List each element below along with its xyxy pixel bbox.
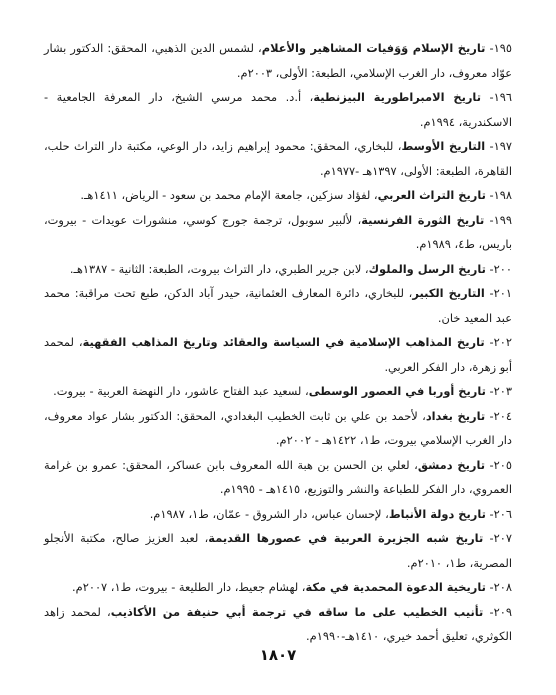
entry-separator: - xyxy=(485,457,494,472)
entry-details: ، لأحمد بن علي بن ثابت الخطيب البغدادي، المحقق: الدكتور بشار عواد معروف، دار الغرب الإسلامي بيروت، ط١، ١٤٢٢هـ - ٢٠٠٢م. xyxy=(44,408,512,447)
entry-title: التاريخ الكبير xyxy=(412,286,485,300)
entry-separator: - xyxy=(484,212,494,227)
entry-separator: - xyxy=(484,335,494,349)
entry-details: ، لشمس الدين الذهبي، المحقق: الدكتور بشار عوّاد معروف، دار الغرب الإسلامي، الطبعة: الأولى، ٢٠٠٣م. xyxy=(44,41,512,80)
entry-number: ١٩٧ xyxy=(493,139,513,153)
entry-title: تاريخ بغداد xyxy=(425,408,486,423)
entry-separator: - xyxy=(483,604,494,619)
entry-details: ، للبخاري، المحقق: محمود إبراهيم زايد، دار الوعي، مكتبة دار التراث حلب، القاهرة، الطبعة: الأولى، ١٣٩٧هـ -١٩٧٧م. xyxy=(44,139,512,178)
entry-separator: - xyxy=(485,408,494,423)
entry-details: ، لعبد العزيز صالح، مكتبة الأنجلو المصرية، ط١، ٢٠١٠م. xyxy=(44,531,512,570)
bibliography-entry xyxy=(44,575,512,600)
bibliography-entry xyxy=(44,526,512,575)
entry-title: تأنيب الخطيب على ما ساقه في ترجمة أبي حنيفة من الأكاذيب xyxy=(110,604,484,619)
entry-details: ، أ.د. محمد مرسي الشيخ، دار المعرفة الجامعية - الاسكندرية، ١٩٩٤م. xyxy=(44,90,512,129)
entry-title: تاريخ المذاهب الإسلامية في السياسة والعقائد وتاريخ المذاهب الفقهية xyxy=(82,335,485,349)
entry-number: ٢٠٨ xyxy=(493,580,512,594)
entry-number: ٢٠٤ xyxy=(493,408,512,423)
entry-details: ، لمحمد زاهد الكوثري، تعليق أحمد خيري، ١٤١٠هـ-١٩٩٠م. xyxy=(44,604,512,643)
entry-number: ١٩٨ xyxy=(493,188,512,202)
entry-details: ، لألبير سوبول، ترجمة جورج كوسي، منشورات عويدات - بيروت، باريس، ط٤، ١٩٨٩م. xyxy=(44,212,512,251)
entry-details: ، لمحمد أبو زهرة، دار الفكر العربي. xyxy=(44,335,512,374)
entry-title: تاريخ دولة الأنباط xyxy=(388,506,486,521)
entry-title: تاريخ التراث العربي xyxy=(377,188,486,202)
entry-details: ، لفؤاد سزكين، جامعة الإمام محمد بن سعود - الرياض، ١٤١١هـ. xyxy=(80,188,378,202)
entry-separator: - xyxy=(485,506,494,521)
entry-separator: - xyxy=(485,41,494,55)
entry-title: تاريخ الامبراطورية البيزنطية xyxy=(313,90,481,104)
bibliography-entry xyxy=(44,257,512,282)
bibliography-entry xyxy=(44,330,512,379)
entry-separator: - xyxy=(485,261,494,276)
bibliography-list xyxy=(44,36,512,649)
entry-title: تاريخ دمشق xyxy=(417,457,486,472)
entry-number: ١٩٩ xyxy=(493,212,512,227)
entry-title: تاريخ الثورة الفرنسية xyxy=(361,212,485,227)
entry-number: ٢٠٥ xyxy=(493,457,512,472)
entry-separator: - xyxy=(485,188,494,202)
bibliography-entry xyxy=(44,453,512,502)
entry-number: ٢٠٦ xyxy=(493,506,512,521)
bibliography-entry xyxy=(44,379,512,404)
entry-number: ٢٠٠ xyxy=(493,261,512,276)
bibliography-entry xyxy=(44,85,512,134)
entry-number: ٢٠٣ xyxy=(493,384,512,398)
bibliography-entry xyxy=(44,404,512,453)
entry-title: تاريخ شبه الجزيرة العربية في عصورها القديمة xyxy=(208,531,484,545)
entry-title: تاريخية الدعوة المحمدية في مكة xyxy=(305,580,486,594)
entry-details: ، لهشام جعيط، دار الطليعة - بيروت، ط١، ٢٠٠٧م. xyxy=(72,580,306,594)
entry-title: التاريخ الأوسط xyxy=(401,139,486,153)
entry-number: ١٩٥ xyxy=(493,41,512,55)
entry-details: ، للبخاري، دائرة المعارف العثمانية، حيدر آباد الدكن، طبع تحت مراقبة: محمد عبد المعيد خان. xyxy=(44,286,512,325)
bibliography-entry xyxy=(44,183,512,208)
entry-details: ، لعلي بن الحسن بن هبة الله المعروف بابن عساكر، المحقق: عمرو بن غرامة العمروي، دار الفكر للطباعة والنشر والتوزيع، ١٤١٥هـ - ١٩٩٥م. xyxy=(44,457,512,496)
entry-number: ١٩٦ xyxy=(493,90,513,104)
entry-number: ٢٠٢ xyxy=(493,335,512,349)
entry-separator: - xyxy=(484,286,494,300)
entry-separator: - xyxy=(485,384,494,398)
bibliography-entry xyxy=(44,281,512,330)
entry-separator: - xyxy=(483,531,494,545)
entry-number: ٢٠١ xyxy=(493,286,512,300)
bibliography-entry xyxy=(44,134,512,183)
bibliography-entry xyxy=(44,208,512,257)
entry-details: ، لابن جرير الطبري، دار التراث بيروت، الطبعة: الثانية - ١٣٨٧هـ. xyxy=(69,261,369,276)
entry-details: ، لإحسان عباس، دار الشروق - عمّان، ط١، ١٩٨٧م. xyxy=(149,506,389,521)
page-number: ١٨٠٧ xyxy=(259,646,297,664)
entry-separator: - xyxy=(485,580,494,594)
bibliography-entry xyxy=(44,36,512,85)
entry-number: ٢٠٧ xyxy=(493,531,513,545)
entry-title: تاريخ الرسل والملوك xyxy=(368,261,486,276)
entry-details: ، لسعيد عبد الفتاح عاشور، دار النهضة العربية - بيروت. xyxy=(53,384,309,398)
bibliography-entry xyxy=(44,502,512,527)
entry-separator: - xyxy=(480,90,494,104)
entry-title: تاريخ الإسلام وَوَفيات المشاهير والأعلام xyxy=(261,41,486,55)
entry-number: ٢٠٩ xyxy=(493,604,512,619)
entry-separator: - xyxy=(485,139,494,153)
bibliography-entry xyxy=(44,600,512,649)
entry-title: تاريخ أوربا في العصور الوسطى xyxy=(308,384,486,398)
